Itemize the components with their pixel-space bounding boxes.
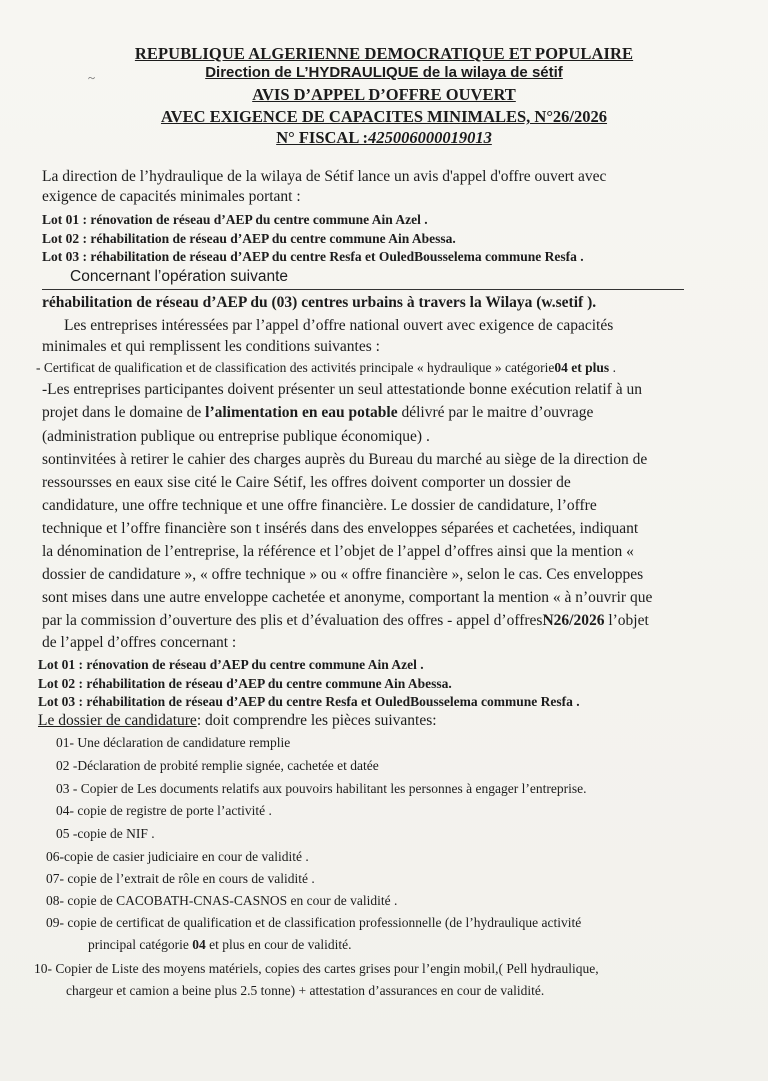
avis-heading: AVIS D’APPEL D’OFFRE OUVERT — [252, 85, 516, 104]
dossier-item-7: 07- copie de l’extrait de rôle en cours de validité . — [46, 871, 315, 886]
certificate-suffix: . — [609, 360, 616, 375]
lot-1-first: Lot 01 : rénovation de réseau d’AEP du centre commune Ain Azel . — [42, 212, 428, 227]
lot-1-second: Lot 01 : rénovation de réseau d’AEP du centre commune Ain Azel . — [38, 657, 424, 672]
invitation-text-a: par la commission d’ouverture des plis et d’évaluation des offres - appel d’offres — [42, 612, 543, 629]
item9-category: 04 — [192, 937, 206, 952]
invitation-line-4: technique et l’offre financière son t insérés dans des enveloppes séparées et cachetées, indiquant — [42, 520, 639, 537]
dossier-item-1: 01- Une déclaration de candidature remplie — [56, 735, 291, 750]
conditions-line-1: Les entreprises intéressées par l’appel d’offre national ouvert avec exigence de capacités — [64, 317, 614, 334]
invitation-line-3: candidature, une offre technique et une offre financière. Le dossier de candidature, l’offre — [42, 497, 597, 514]
dossier-item-6: 06-copie de casier judiciaire en cour de validité . — [46, 849, 309, 864]
attestation-line-3: (administration publique ou entreprise publique économique) . — [42, 428, 430, 445]
certificate-condition — [36, 360, 616, 376]
dossier-label: Le dossier de candidature — [38, 712, 197, 729]
invitation-line-7: sont mises dans une autre enveloppe cachetée et anonyme, comportant la mention « à n’ouvrir que — [42, 589, 653, 606]
dossier-item-9: 09- copie de certificat de qualification et de classification professionnelle (de l’hydraulique activité — [46, 915, 582, 930]
invitation-text-b: l’objet — [604, 612, 649, 629]
dossier-rest: : doit comprendre les pièces suivantes: — [196, 712, 437, 729]
fiscal-number: 425006000019013 — [368, 128, 492, 147]
item9-text-a: principal catégorie — [88, 937, 193, 952]
invitation-line-1: sontinvitées à retirer le cahier des charges auprès du Bureau du marché au siège de la direction de — [42, 451, 648, 468]
invitation-line-5: la dénomination de l’entreprise, la référence et l’objet de l’appel d’offres ainsi que la mention « — [42, 543, 634, 560]
lot-3-second: Lot 03 : réhabilitation de réseau d’AEP du centre Resfa et OuledBousselema commune Resfa . — [38, 694, 580, 709]
attestation-line-2 — [42, 404, 593, 422]
certificate-category: 04 et plus — [554, 360, 610, 375]
lot-2-second: Lot 02 : réhabilitation de réseau d’AEP du centre commune Ain Abessa. — [38, 676, 452, 691]
certificate-text: - Certificat de qualification et de classification des activités principale « hydraulique » catégorie — [36, 360, 555, 375]
operation-title: réhabilitation de réseau d’AEP du (03) centres urbains à travers la Wilaya (w.setif ). — [42, 294, 597, 311]
dossier-item-3: 03 - Copier de Les documents relatifs aux pouvoirs habilitant les personnes à engager l’entreprise. — [56, 781, 587, 796]
lot-3-first: Lot 03 : réhabilitation de réseau d’AEP du centre Resfa et OuledBousselema commune Resfa . — [42, 249, 584, 264]
dossier-item-5: 05 -copie de NIF . — [56, 826, 155, 841]
operation-divider — [42, 289, 684, 290]
invitation-line-8 — [42, 612, 649, 630]
invitation-line-2: ressoursses en eaux sise cité le Caire Sétif, les offres doivent comporter un dossier de — [42, 474, 571, 491]
dossier-item-4: 04- copie de registre de porte l’activité . — [56, 803, 272, 818]
tender-number: N26/2026 — [542, 612, 605, 629]
stray-mark-icon: ~ — [88, 70, 96, 85]
dossier-item-9-cont — [88, 937, 352, 953]
direction-heading: Direction de L’HYDRAULIQUE de la wilaya de sétif — [205, 64, 563, 81]
invitation-line-6: dossier de candidature », « offre technique » ou « offre financière », selon le cas. Ces enveloppes — [42, 566, 644, 583]
dossier-item-8: 08- copie de CACOBATH-CNAS-CASNOS en cour de validité . — [46, 893, 398, 908]
attestation-line-1: -Les entreprises participantes doivent présenter un seul attestationde bonne exécution relatif à un — [42, 381, 642, 398]
dossier-item-10: 10- Copier de Liste des moyens matériels, copies des cartes grises pour l’engin mobil,( Pell hydraulique, — [34, 961, 599, 976]
dossier-item-2: 02 -Déclaration de probité remplie signée, cachetée et datée — [56, 758, 379, 773]
conditions-line-2: minimales et qui remplissent les conditions suivantes : — [42, 338, 380, 355]
attestation-domain: l’alimentation en eau potable — [205, 404, 398, 421]
fiscal-label: N° FISCAL : — [276, 128, 369, 147]
dossier-item-10-cont: chargeur et camion a beine plus 2.5 tonne) + attestation d’assurances en cour de validité. — [66, 983, 545, 998]
dossier-heading — [38, 712, 437, 730]
invitation-line-9: de l’appel d’offres concernant : — [42, 634, 237, 651]
attestation-text-a: projet dans le domaine de — [42, 404, 206, 421]
attestation-text-b: délivré par le maitre d’ouvrage — [397, 404, 594, 421]
intro-line-1: La direction de l’hydraulique de la wilaya de Sétif lance un avis d'appel d'offre ouvert avec — [42, 168, 607, 185]
republic-heading: REPUBLIQUE ALGERIENNE DEMOCRATIQUE ET POPULAIRE — [134, 44, 634, 63]
item9-text-b: et plus en cour de validité. — [205, 937, 352, 952]
intro-line-2: exigence de capacités minimales portant : — [42, 188, 301, 205]
operation-heading: Concernant l’opération suivante — [70, 268, 288, 285]
fiscal-heading — [0, 128, 768, 148]
lot-2-first: Lot 02 : réhabilitation de réseau d’AEP du centre commune Ain Abessa. — [42, 231, 456, 246]
exigence-heading: AVEC EXIGENCE DE CAPACITES MINIMALES, N°26/2026 — [160, 107, 608, 126]
